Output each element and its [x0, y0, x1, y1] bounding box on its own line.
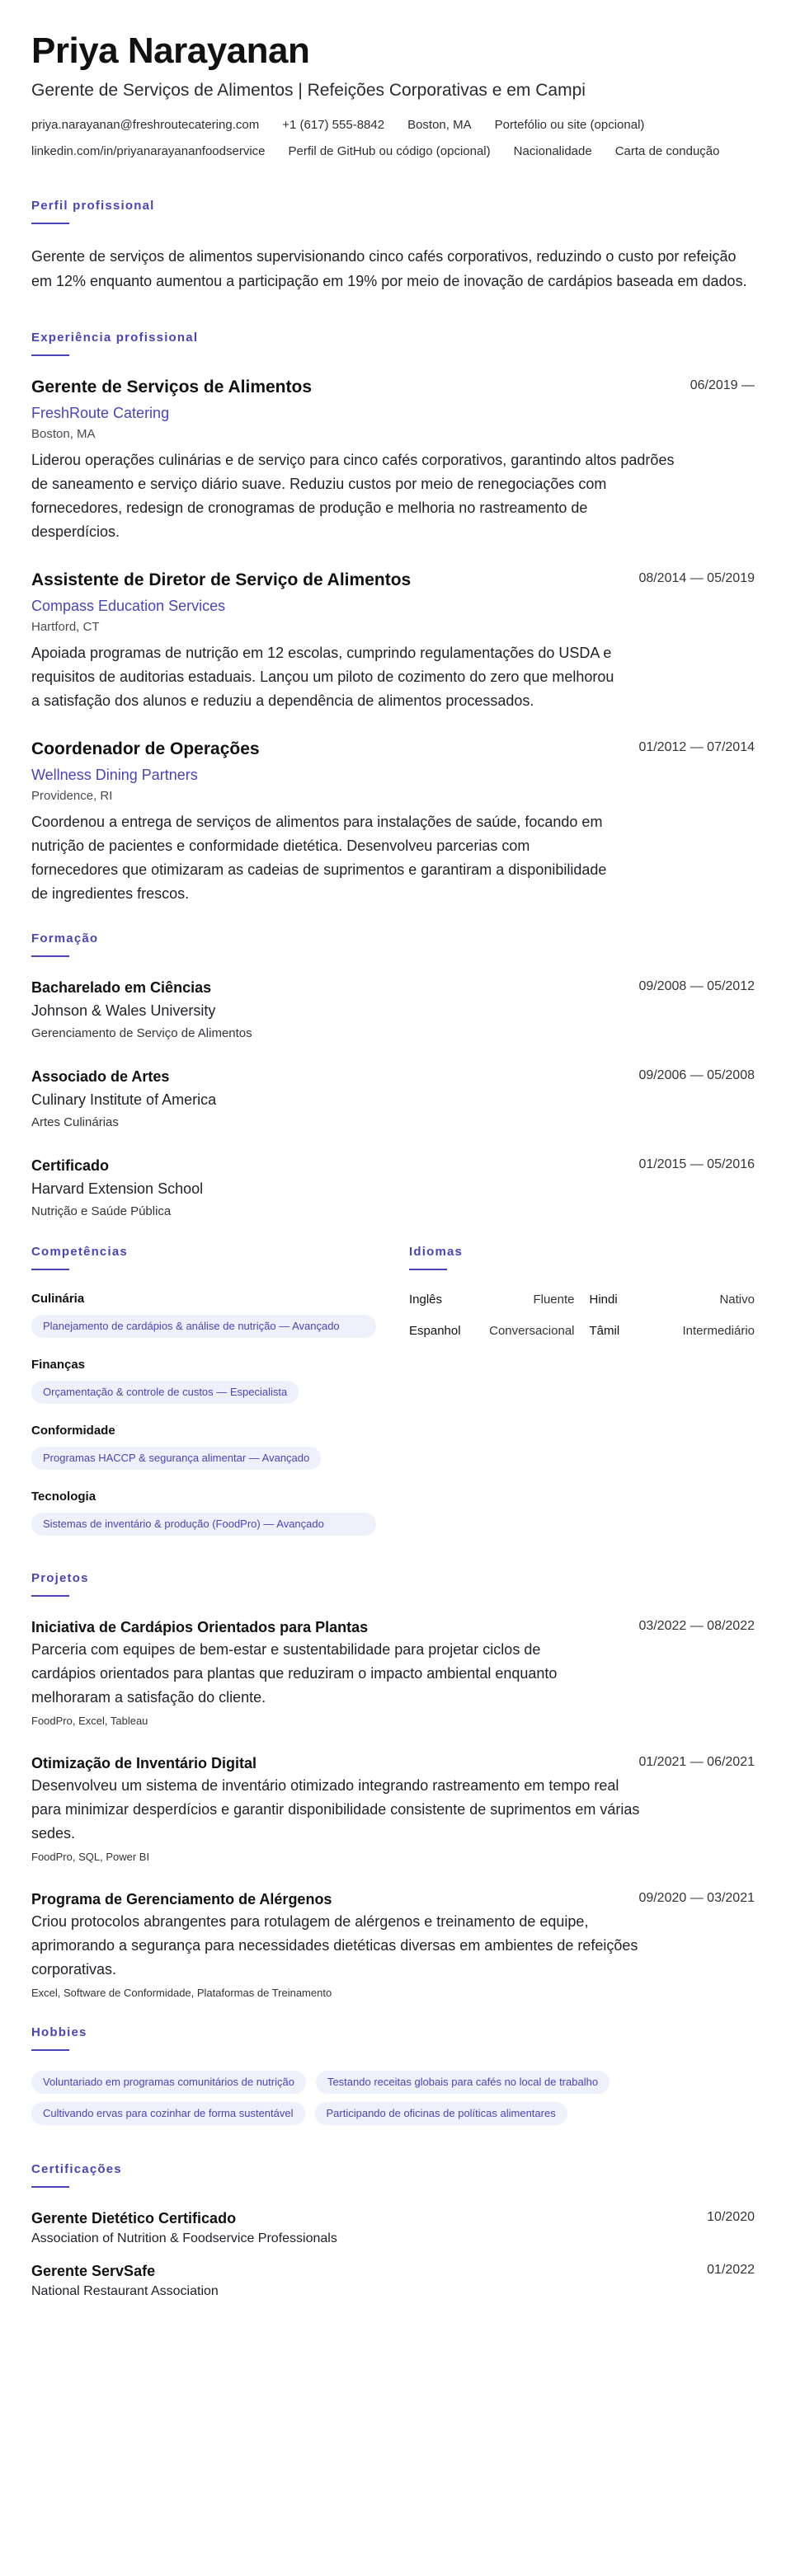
education-field: Gerenciamento de Serviço de Alimentos: [31, 1026, 252, 1040]
language-name: Inglês: [409, 1293, 443, 1307]
skills-column: [31, 1244, 376, 1554]
job-company: Wellness Dining Partners: [31, 767, 198, 783]
skill-chip: Planejamento de cardápios & análise de nutrição — Avançado: [31, 1315, 376, 1338]
skill-chip: Sistemas de inventário & produção (FoodPro) — Avançado: [31, 1513, 376, 1536]
skill-category: Culinária: [31, 1292, 85, 1306]
section-divider: [31, 2049, 69, 2051]
job-entry: [31, 738, 755, 906]
skill-chip: Programas HACCP & segurança alimentar — Avançado: [31, 1447, 321, 1470]
education-field: Artes Culinárias: [31, 1115, 119, 1129]
language-level: Fluente: [533, 1293, 575, 1307]
language-item: [590, 1321, 755, 1341]
education-degree: Bacharelado em Ciências: [31, 979, 212, 996]
hobby-chip: Testando receitas globais para cafés no local de trabalho: [316, 2071, 610, 2094]
hobby-list: [31, 2071, 755, 2125]
certification-name: Gerente Dietético Certificado: [31, 2210, 237, 2226]
project-description: Criou protocolos abrangentes para rotulagem de alérgenos e treinamento de equipe, aprimorando a segurança para necessidades dietéticas diversas em ambientes de refeições corporativas.: [31, 1913, 638, 1978]
contact-portfolio[interactable]: Portefólio ou site (opcional): [494, 118, 645, 132]
skill-chip: Orçamentação & controle de custos — Especialista: [31, 1381, 299, 1404]
certification-entry: [31, 2260, 755, 2302]
education-date: 09/2006 — 05/2008: [638, 1068, 755, 1082]
language-item: [590, 1290, 755, 1310]
job-title: Coordenador de Operações: [31, 739, 260, 758]
skill-category: Finanças: [31, 1358, 86, 1372]
certification-entry: [31, 2208, 755, 2249]
language-item: [409, 1321, 575, 1341]
summary-text: Gerente de serviços de alimentos supervisionando cinco cafés corporativos, reduzindo o custo por refeição em 12% enquanto aumentou a participação em 19% por meio de inovação de cardápios baseada em dados.: [31, 248, 747, 289]
project-description: Desenvolveu um sistema de inventário otimizado integrando rastreamento em tempo real para minimizar desperdícios e garantir disponibilidade consistente de suprimentos em várias sedes.: [31, 1777, 640, 1842]
job-date: 06/2019 —: [690, 378, 755, 392]
education-date: 01/2015 — 05/2016: [638, 1157, 755, 1171]
education-field: Nutrição e Saúde Pública: [31, 1204, 172, 1218]
education-degree: Associado de Artes: [31, 1068, 170, 1085]
section-education: [31, 931, 755, 1221]
certification-date: 10/2020: [707, 2210, 755, 2224]
project-date: 01/2021 — 06/2021: [638, 1755, 755, 1769]
skill-category: Tecnologia: [31, 1490, 96, 1504]
job-date: 08/2014 — 05/2019: [638, 571, 755, 585]
hobby-chip: Voluntariado em programas comunitários de nutrição: [31, 2071, 306, 2094]
languages-list: [409, 1290, 755, 1341]
skill-group: [31, 1422, 376, 1470]
section-divider: [31, 1595, 69, 1597]
project-entry: [31, 1889, 755, 2001]
education-school: Harvard Extension School: [31, 1180, 204, 1197]
education-entry: [31, 977, 755, 1043]
contact-license: Carta de condução: [614, 144, 720, 158]
job-location: Providence, RI: [31, 789, 113, 803]
contact-nationality: Nacionalidade: [513, 144, 592, 158]
language-level: Nativo: [719, 1293, 755, 1307]
contact-email[interactable]: priya.narayanan@freshroutecatering.com: [31, 118, 260, 132]
contact-github[interactable]: Perfil de GitHub ou código (opcional): [288, 144, 491, 158]
certification-date: 01/2022: [707, 2263, 755, 2277]
project-entry: [31, 1616, 755, 1729]
section-divider: [31, 955, 69, 957]
section-title: Certificações: [31, 2162, 122, 2176]
certification-name: Gerente ServSafe: [31, 2263, 156, 2279]
contact-phone[interactable]: +1 (617) 555-8842: [282, 118, 385, 132]
job-entry: [31, 569, 755, 713]
resume-header: [31, 30, 755, 162]
job-location: Boston, MA: [31, 427, 96, 441]
certification-issuer: Association of Nutrition & Foodservice Professionals: [31, 2231, 337, 2245]
section-title: Formação: [31, 931, 99, 945]
section-title: Experiência profissional: [31, 331, 199, 345]
education-entry: [31, 1155, 755, 1221]
language-name: Hindi: [589, 1293, 618, 1307]
project-title: Programa de Gerenciamento de Alérgenos: [31, 1891, 332, 1907]
project-entry: [31, 1753, 755, 1865]
project-date: 09/2020 — 03/2021: [638, 1891, 755, 1905]
candidate-headline: Gerente de Serviços de Alimentos | Refeições Corporativas e em Campi: [31, 81, 586, 100]
project-description: Parceria com equipes de bem-estar e sustentabilidade para projetar ciclos de cardápios orientados para plantas que reduziram o impacto ambiental enquanto melhoraram a satisfação do cliente.: [31, 1641, 558, 1706]
contact-location: Boston, MA: [407, 118, 472, 132]
job-company: FreshRoute Catering: [31, 405, 170, 421]
job-date: 01/2012 — 07/2014: [638, 740, 755, 754]
contact-linkedin[interactable]: linkedin.com/in/priyanarayananfoodservice: [31, 144, 266, 158]
education-school: Johnson & Wales University: [31, 1002, 216, 1019]
section-title: Projetos: [31, 1571, 89, 1585]
project-tech: Excel, Software de Conformidade, Plataformas de Treinamento: [31, 1987, 332, 1999]
section-certifications: [31, 2161, 755, 2302]
job-title: Assistente de Diretor de Serviço de Alimentos: [31, 570, 412, 589]
section-hobbies: [31, 2025, 755, 2125]
language-name: Espanhol: [409, 1324, 461, 1338]
job-location: Hartford, CT: [31, 620, 100, 634]
section-divider: [31, 354, 69, 356]
section-projects: [31, 1570, 755, 2001]
hobby-chip: Cultivando ervas para cozinhar de forma sustentável: [31, 2102, 305, 2125]
section-title: Competências: [31, 1245, 128, 1259]
job-description: Coordenou a entrega de serviços de alimentos para instalações de saúde, focando em nutrição de pacientes e conformidade dietética. Desenvolveu parcerias com fornecedores que otimizaram as cadeias de suprimentos e garantiram a disponibilidade de ingredientes frescos.: [31, 814, 607, 902]
project-tech: FoodPro, SQL, Power BI: [31, 1851, 150, 1863]
section-title: Hobbies: [31, 2025, 87, 2039]
language-level: Conversacional: [489, 1324, 575, 1338]
language-level: Intermediário: [682, 1324, 755, 1338]
section-experience: [31, 330, 755, 906]
section-skills-languages: [31, 1244, 755, 1554]
hobby-chip: Participando de oficinas de políticas alimentares: [315, 2102, 567, 2125]
job-title: Gerente de Serviços de Alimentos: [31, 378, 313, 396]
section-summary: [31, 198, 755, 293]
languages-column: [409, 1244, 755, 1554]
job-description: Liderou operações culinárias e de serviço para cinco cafés corporativos, garantindo altos padrões de saneamento e serviço diário suave. Reduziu custos por meio de renegociações com fornecedores, redesign de cronogramas de produção e melhoria no rastreamento de desperdícios.: [31, 452, 675, 540]
certification-issuer: National Restaurant Association: [31, 2284, 219, 2298]
section-divider: [31, 1269, 69, 1270]
section-divider: [31, 223, 69, 224]
skill-group: [31, 1488, 376, 1536]
skill-category: Conformidade: [31, 1424, 115, 1438]
education-school: Culinary Institute of America: [31, 1091, 217, 1108]
language-name: Tâmil: [589, 1324, 620, 1338]
job-entry: [31, 376, 755, 544]
job-company: Compass Education Services: [31, 598, 226, 614]
job-description: Apoiada programas de nutrição em 12 escolas, cumprindo regulamentações do USDA e requisitos de auditorias estaduais. Lançou um piloto de cozimento do zero que melhorou a satisfação dos alunos e reduziu a dependência de alimentos processados.: [31, 645, 614, 709]
project-date: 03/2022 — 08/2022: [638, 1619, 755, 1633]
section-title: Idiomas: [409, 1245, 464, 1259]
project-title: Iniciativa de Cardápios Orientados para Plantas: [31, 1619, 369, 1635]
project-tech: FoodPro, Excel, Tableau: [31, 1715, 148, 1727]
contact-list: [31, 115, 755, 162]
project-title: Otimização de Inventário Digital: [31, 1755, 257, 1771]
education-date: 09/2008 — 05/2012: [638, 979, 755, 993]
section-divider: [31, 2186, 69, 2188]
education-entry: [31, 1066, 755, 1132]
skill-group: [31, 1290, 376, 1338]
education-degree: Certificado: [31, 1157, 110, 1174]
section-title: Perfil profissional: [31, 199, 155, 213]
candidate-name: Priya Narayanan: [31, 30, 310, 71]
language-item: [409, 1290, 575, 1310]
section-divider: [409, 1269, 447, 1270]
skill-group: [31, 1356, 376, 1404]
